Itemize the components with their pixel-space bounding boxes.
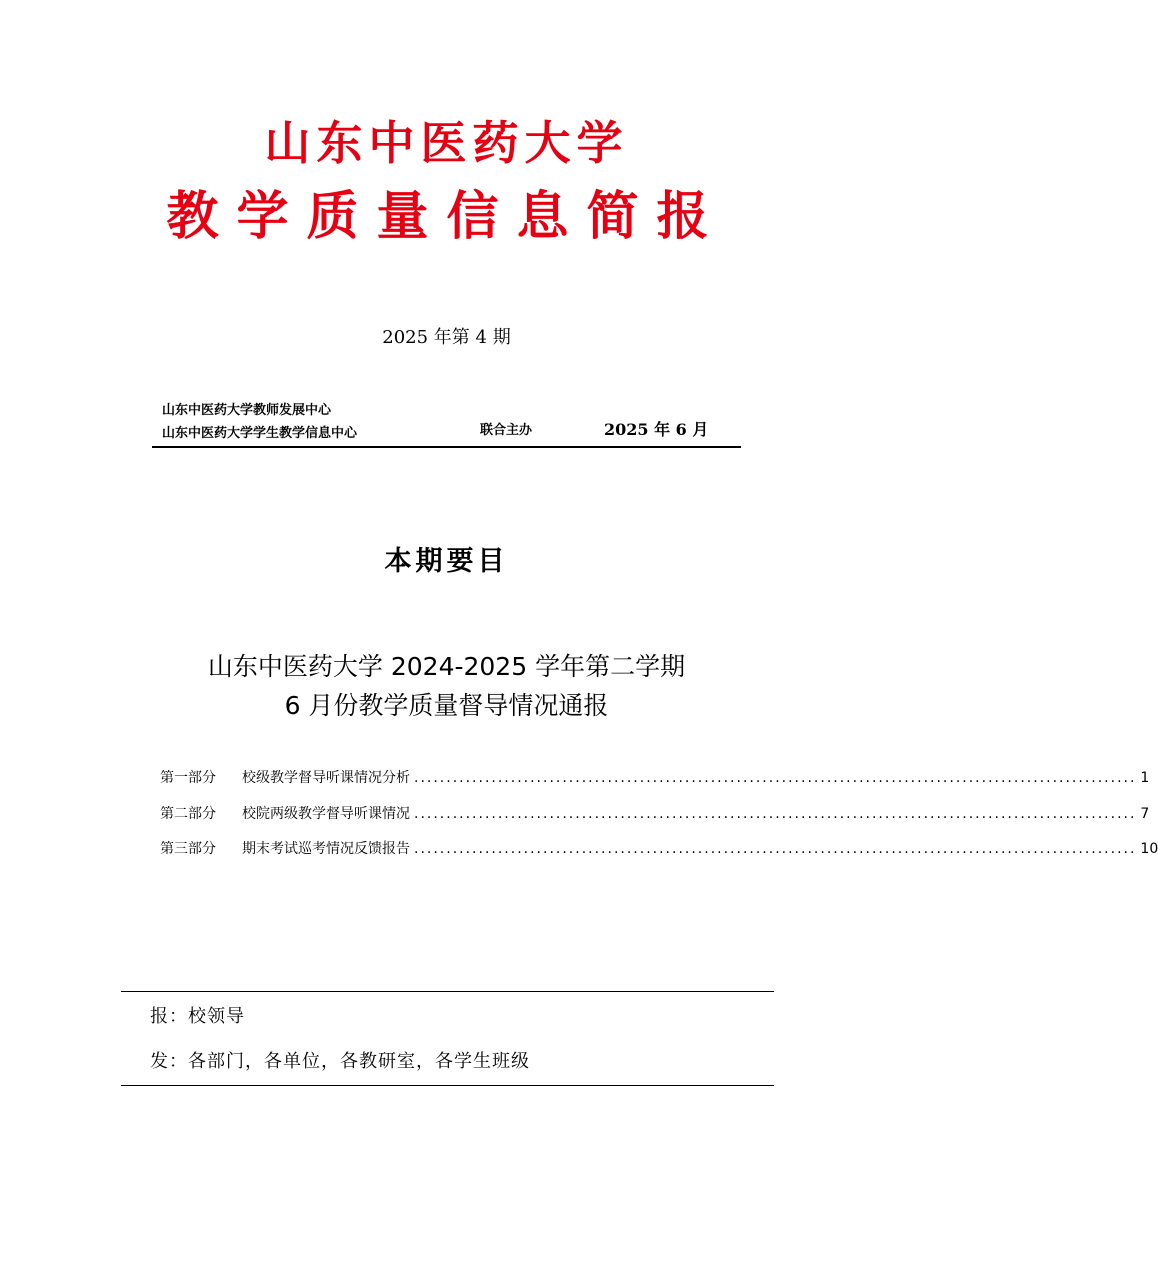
toc-part: 第二部分 xyxy=(160,806,216,822)
highlights-heading: 本期要目 xyxy=(384,546,509,577)
toc-page-number: 1 xyxy=(1140,770,1150,786)
publish-date: 2025 年 6 月 xyxy=(604,420,709,439)
send-to-line: 发：各部门，各单位，各教研室，各学生班级 xyxy=(150,1051,530,1072)
toc-leader: ................................................................................................................ xyxy=(414,770,1137,786)
toc-page-number: 10 xyxy=(1140,841,1158,857)
toc-title: 校院两级教学督导听课情况 xyxy=(242,806,410,822)
distribution-bottom-rule xyxy=(121,1085,774,1086)
toc-title: 校级教学督导听课情况分析 xyxy=(242,770,410,786)
toc-title: 期末考试巡考情况反馈报告 xyxy=(242,841,410,857)
toc-part: 第三部分 xyxy=(160,841,216,857)
toc-leader: ................................................................................................................ xyxy=(414,806,1137,822)
toc-entry[interactable] xyxy=(160,804,1150,824)
report-title-line2: 6 月份教学质量督导情况通报 xyxy=(284,691,609,720)
organizer-student-info-center: 山东中医药大学学生教学信息中心 xyxy=(162,426,358,441)
organizer-teacher-development-center: 山东中医药大学教师发展中心 xyxy=(162,403,332,418)
report-title-line1: 山东中医药大学 2024-2025 学年第二学期 xyxy=(207,652,686,681)
issue-number: 2025 年第 4 期 xyxy=(382,327,511,348)
toc-part: 第一部分 xyxy=(160,770,216,786)
toc-leader: ................................................................................................................ xyxy=(414,841,1137,857)
distribution-top-rule xyxy=(121,991,774,992)
bulletin-title: 教学质量信息简报 xyxy=(166,187,727,247)
report-to-line: 报：校领导 xyxy=(150,1006,245,1027)
university-name: 山东中医药大学 xyxy=(264,116,629,170)
toc-page-number: 7 xyxy=(1140,806,1150,822)
toc-entry[interactable] xyxy=(160,768,1150,788)
toc-entry[interactable] xyxy=(160,839,1158,859)
joint-host-label: 联合主办 xyxy=(480,423,533,438)
masthead-divider xyxy=(152,446,741,448)
